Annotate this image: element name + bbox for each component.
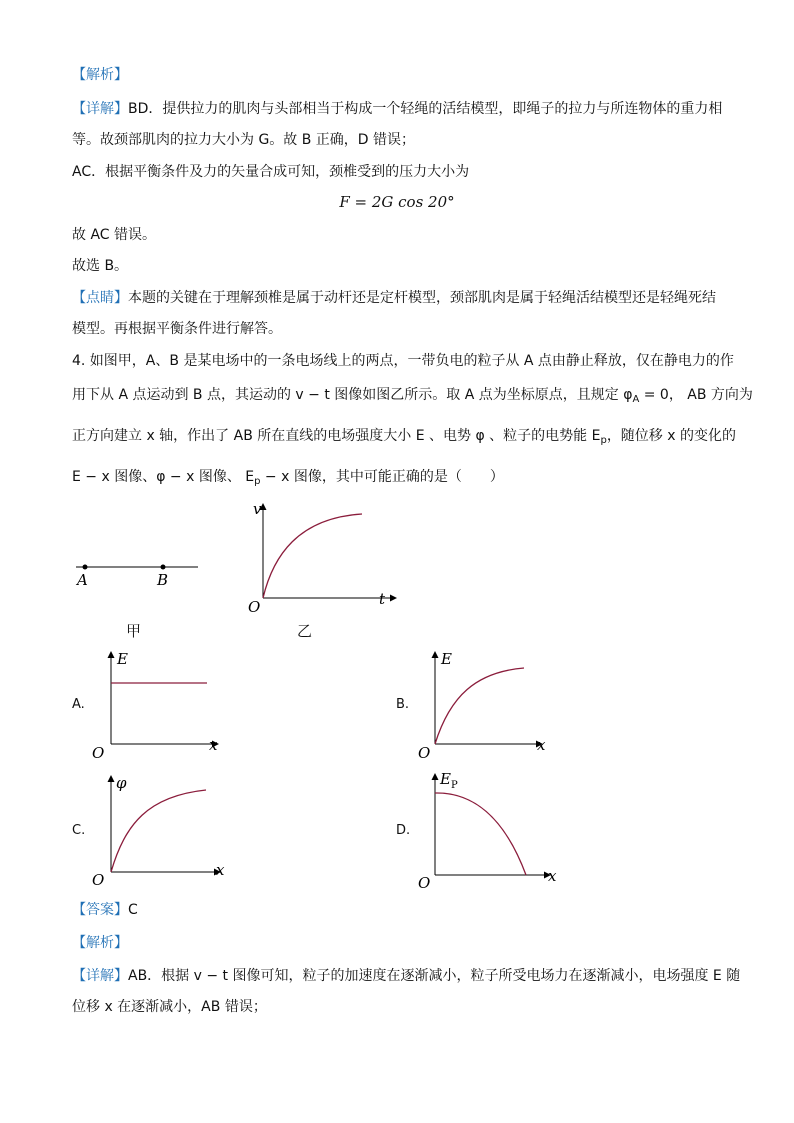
dianjing-tag: 【点睛】 xyxy=(72,290,128,306)
xiangjie-2-line-2: 位移 x 在逐渐减小，AB 错误； xyxy=(72,999,267,1015)
caption-jia: 甲 xyxy=(126,622,142,640)
point-b-label: B xyxy=(157,571,169,589)
vt-curve xyxy=(263,514,362,598)
q4-line3-text: 正方向建立 x 轴，作出了 AB 所在直线的电场强度大小 E 、电势 φ 、粒子的电势能 E xyxy=(72,428,601,444)
option-b-y-label: E xyxy=(441,650,452,668)
option-d-y-sub: P xyxy=(450,780,458,791)
option-a-y-label: E xyxy=(117,650,128,668)
jiexi-heading-1: 【解析】 xyxy=(72,67,128,83)
dianjing-line-2: 模型。再根据平衡条件进行解答。 xyxy=(72,321,282,337)
option-b-label: B. xyxy=(396,697,410,712)
q4-line4-end: − x 图像，其中可能正确的是（ ） xyxy=(260,469,504,485)
q4-line2-text: 用下从 A 点运动到 B 点，其运动的 v − t 图像如图乙所示。取 A 点为坐标原点，且规定 φ xyxy=(72,387,633,403)
xiangjie-line-2: 等。故颈部肌肉的拉力大小为 G。故 B 正确，D 错误； xyxy=(72,132,416,148)
xiangjie-2-text-a: AB．根据 v − t 图像可知，粒子的加速度在逐渐减小，粒子所受电场力在逐渐减小，电场强度 E 随 xyxy=(128,968,741,984)
q4-line4-sub: p xyxy=(254,476,261,487)
option-c-curve xyxy=(111,790,206,872)
q4-line2-sub: A xyxy=(632,394,640,405)
option-c-label: C. xyxy=(72,823,86,838)
point-a-label: A xyxy=(77,571,88,589)
question-4-line-3 xyxy=(72,427,736,450)
option-d-x-label: x xyxy=(548,867,557,885)
question-4-line-2 xyxy=(72,386,753,409)
question-4-line-1: 4. 如图甲，A、B 是某电场中的一条电场线上的两点，一带负电的粒子从 A 点由静止释放，仅在静电力的作 xyxy=(72,353,734,369)
choose-b-line: 故选 B。 xyxy=(72,258,129,274)
dianjing-text-a: 本题的关键在于理解颈椎是属于动杆还是定杆模型，颈部肌肉是属于轻绳活结模型还是轻绳死结 xyxy=(128,290,716,306)
option-b-x-label: x xyxy=(537,736,546,754)
jiexi-heading-2: 【解析】 xyxy=(72,935,128,951)
caption-yi: 乙 xyxy=(297,622,313,640)
figure-yi-vt-graph xyxy=(240,500,400,615)
ac-wrong-line: 故 AC 错误。 xyxy=(72,227,157,243)
option-c-origin: O xyxy=(92,871,105,889)
option-d-curve xyxy=(435,793,526,875)
answer-line xyxy=(72,901,138,919)
answer-value: C xyxy=(128,902,138,918)
option-d-graph xyxy=(412,768,562,893)
formula: F = 2G cos 20° xyxy=(339,193,455,211)
vt-x-label: t xyxy=(379,590,386,608)
q4-line4-text: E − x 图像、φ − x 图像、 E xyxy=(72,469,255,485)
option-a-graph xyxy=(88,648,228,760)
point-a-dot xyxy=(83,565,88,570)
option-c-y-label: φ xyxy=(116,774,127,792)
question-4-line-4 xyxy=(72,468,504,491)
option-c-graph xyxy=(88,772,233,890)
option-a-origin: O xyxy=(92,744,105,762)
xiangjie-tag-1: 【详解】 xyxy=(72,101,128,117)
option-b-graph xyxy=(412,648,552,760)
ac-line: AC．根据平衡条件及力的矢量合成可知，颈椎受到的压力大小为 xyxy=(72,164,470,180)
dianjing-line-1 xyxy=(72,289,716,307)
xiangjie-text-1a: BD．提供拉力的肌肉与头部相当于构成一个轻绳的活结模型，即绳子的拉力与所连物体的重力相 xyxy=(128,101,723,117)
option-a-x-label: x xyxy=(209,736,218,754)
answer-tag: 【答案】 xyxy=(72,902,128,918)
q4-line2-end: = 0， AB 方向为 xyxy=(639,387,753,403)
option-d-label: D. xyxy=(396,823,411,838)
option-d-y-label: $E_P$ xyxy=(440,770,458,791)
vt-origin-label: O xyxy=(248,598,261,616)
option-b-curve xyxy=(435,668,524,744)
option-c-x-label: x xyxy=(216,861,225,879)
option-d-origin: O xyxy=(418,874,431,892)
point-b-dot xyxy=(161,565,166,570)
q4-line3-sub: p xyxy=(600,435,607,446)
vt-y-label: v xyxy=(253,500,262,518)
xiangjie-line-1 xyxy=(72,100,722,118)
q4-line3-end: ，随位移 x 的变化的 xyxy=(606,428,736,444)
option-a-label: A. xyxy=(72,697,85,712)
option-b-origin: O xyxy=(418,744,431,762)
xiangjie-tag-2: 【详解】 xyxy=(72,968,128,984)
xiangjie-2-line-1 xyxy=(72,967,740,985)
figure-jia xyxy=(72,550,202,590)
